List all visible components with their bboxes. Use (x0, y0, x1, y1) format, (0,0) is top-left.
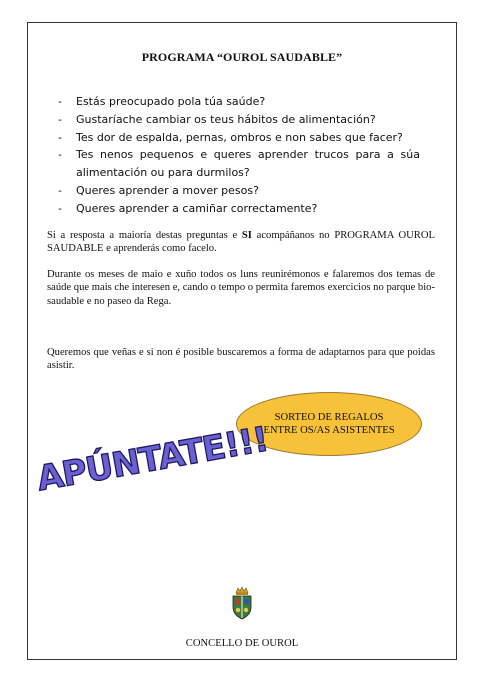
question-text: Queres aprender a camiñar correctamente? (76, 201, 318, 215)
bullet-dash: - (58, 130, 62, 144)
bullet-dash: - (58, 95, 62, 108)
question-text: Tes dor de espalda, pernas, ombros e non sabes que facer? (76, 130, 403, 144)
footer-label: CONCELLO DE OUROL (185, 638, 299, 649)
question-text: Queres aprender a mover pesos? (76, 183, 259, 197)
intro-emphasis: SI (241, 230, 252, 241)
list-item (58, 200, 420, 218)
list-item (58, 146, 420, 182)
question-text: Estás preocupado pola túa saúde? (76, 95, 266, 108)
intro-text-end: acompáñanos no PROGRAMA OUROL SAUDABLE e aprenderás como facelo. (47, 230, 435, 255)
schedule-paragraph: Durante os meses de maio e xuño todos os luns reunirémonos e falaremos dos temas de saúde que mais che interesen e, cando o tempo o permita faremos exercicios no parque bio-saudable e no paseo da Rega. (47, 269, 435, 307)
question-text: Gustaríache cambiar os teus hábitos de alimentación? (76, 112, 376, 126)
coat-of-arms-icon (228, 585, 256, 621)
page-title: PROGRAMA “OUROL SAUDABLE” (141, 50, 343, 64)
intro-text-start: Si a resposta a maioría destas preguntas e (47, 230, 242, 241)
signup-banner: APÚNTATE!!! (34, 419, 271, 500)
list-item (58, 111, 420, 129)
raffle-line-1: SORTEO DE REGALOS (274, 412, 384, 423)
list-item (58, 93, 420, 111)
list-item (58, 182, 420, 200)
list-item (58, 129, 420, 147)
bullet-dash: - (58, 148, 62, 162)
bullet-dash: - (58, 112, 62, 126)
intro-paragraph (47, 229, 435, 256)
bullet-dash: - (58, 183, 62, 197)
bullet-dash: - (58, 201, 62, 215)
invite-paragraph: Queremos que veñas e si non é posible buscaremos a forma de adaptarnos para que poidas asistir. (47, 347, 435, 372)
question-list (58, 93, 420, 218)
question-text: Tes nenos pequenos e queres aprender trucos para a súa alimentación ou para durmilos? (76, 148, 420, 180)
raffle-line-2: ENTRE OS/AS ASISTENTES (263, 425, 395, 436)
